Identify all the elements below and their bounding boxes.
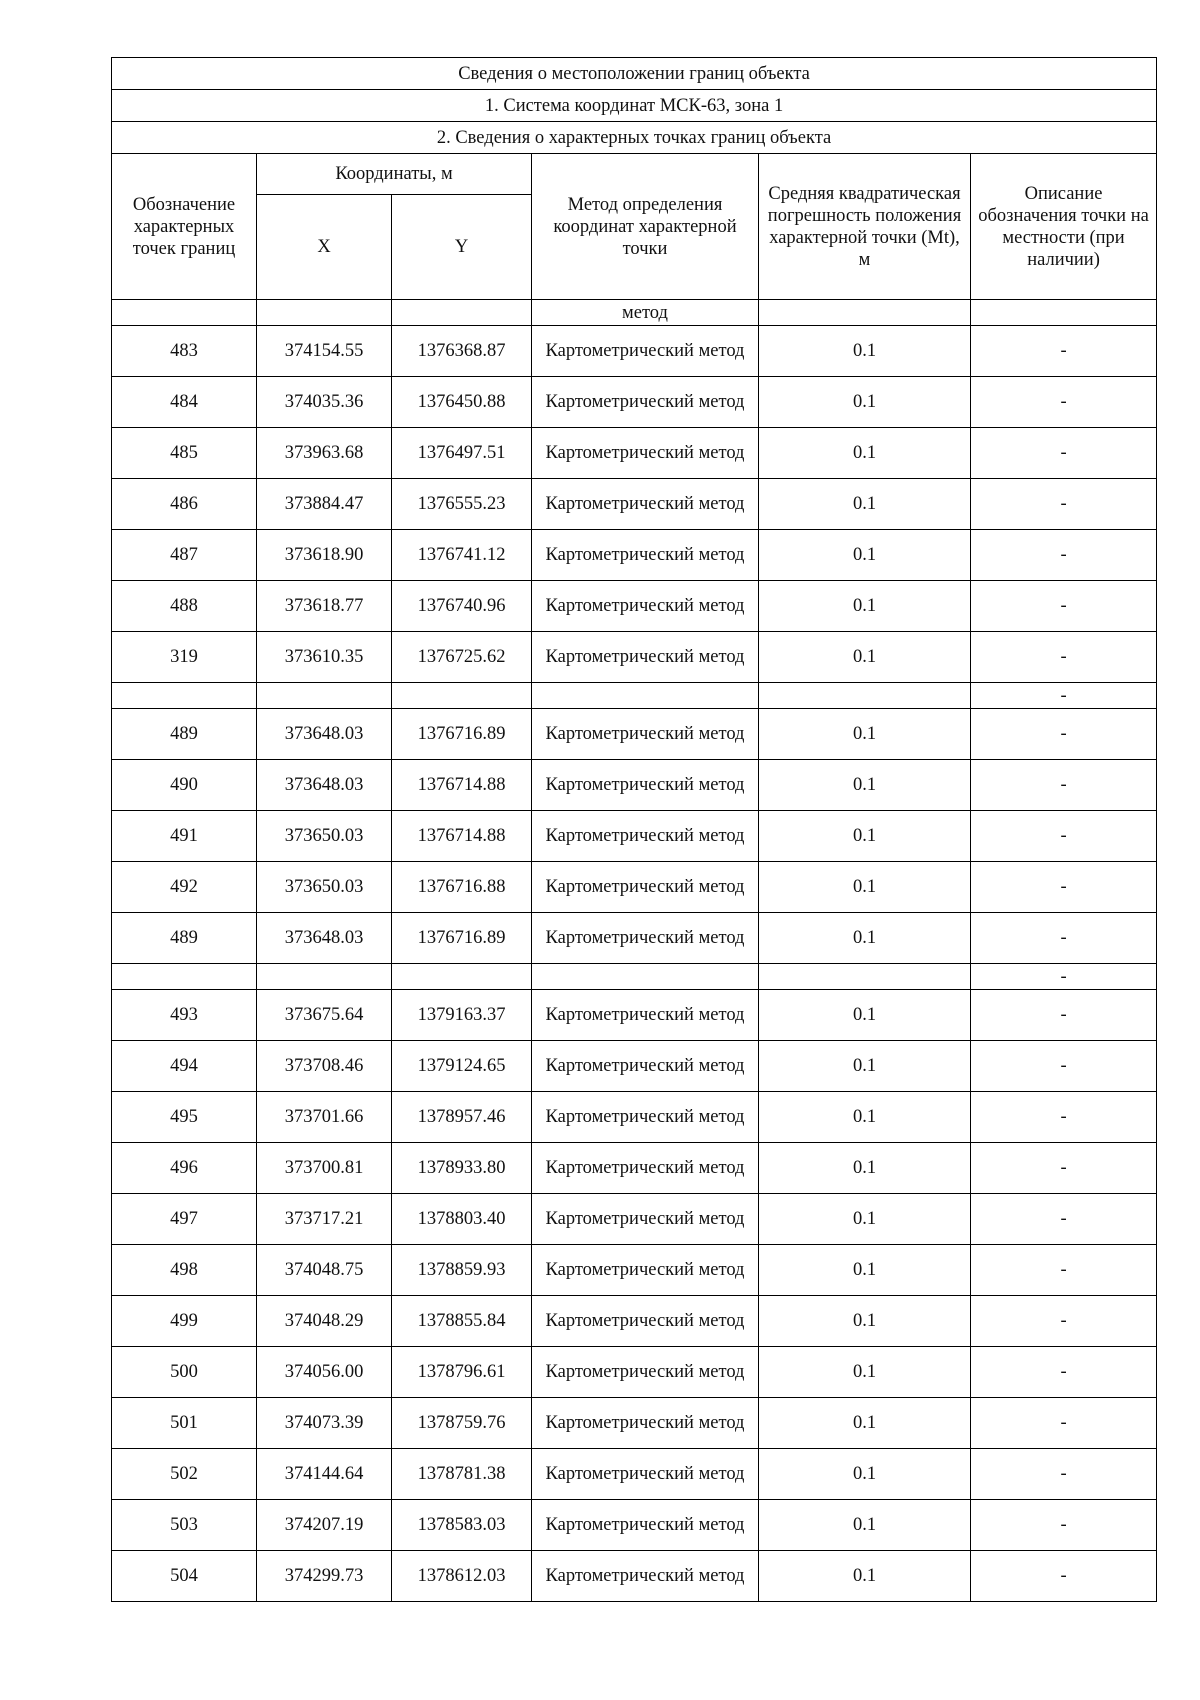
cell-x: 373650.03: [257, 811, 392, 862]
table-row: [112, 581, 1157, 632]
cell-error: 0.1: [759, 811, 971, 862]
cell-x: 373963.68: [257, 428, 392, 479]
separator-row: [112, 683, 1157, 709]
cell-x: 373701.66: [257, 1092, 392, 1143]
cell-y: 1379124.65: [392, 1041, 532, 1092]
cell-x: 373650.03: [257, 862, 392, 913]
cell-error: 0.1: [759, 326, 971, 377]
cell-point: 319: [112, 632, 257, 683]
cell-x: 374073.39: [257, 1398, 392, 1449]
cell-method: Картометрический метод: [532, 862, 759, 913]
cell-method: Картометрический метод: [532, 1143, 759, 1194]
cell-description: -: [971, 990, 1157, 1041]
cell-y: 1376497.51: [392, 428, 532, 479]
cell-method: Картометрический метод: [532, 1245, 759, 1296]
cell-point: 491: [112, 811, 257, 862]
col-header-description: Описание обозначения точки на местности (при наличии): [971, 154, 1157, 300]
cell-method: Картометрический метод: [532, 1092, 759, 1143]
cell-description: -: [971, 913, 1157, 964]
cell-description: -: [971, 811, 1157, 862]
cell-y: 1376368.87: [392, 326, 532, 377]
cell-point: 499: [112, 1296, 257, 1347]
col-header-method: Метод определения координат характерной точки: [532, 154, 759, 300]
cell-error: 0.1: [759, 862, 971, 913]
cell-description: -: [971, 1092, 1157, 1143]
table-row: [112, 1398, 1157, 1449]
cell-method: Картометрический метод: [532, 990, 759, 1041]
section-title: 2. Сведения о характерных точках границ объекта: [112, 122, 1157, 154]
cell-error: 0.1: [759, 530, 971, 581]
table-row: [112, 1041, 1157, 1092]
cell-y: 1378855.84: [392, 1296, 532, 1347]
cell-y: 1378583.03: [392, 1500, 532, 1551]
cell-method: Картометрический метод: [532, 377, 759, 428]
cell-error: 0.1: [759, 1500, 971, 1551]
cell-x: 373648.03: [257, 760, 392, 811]
table-row: [112, 1449, 1157, 1500]
cell-y: 1376714.88: [392, 811, 532, 862]
cell-point: 493: [112, 990, 257, 1041]
cell-point: 502: [112, 1449, 257, 1500]
cell-error: 0.1: [759, 581, 971, 632]
cell-y: 1379163.37: [392, 990, 532, 1041]
cell-point: 501: [112, 1398, 257, 1449]
col-header-designation: Обозначение характерных точек границ: [112, 154, 257, 300]
cell-description: -: [971, 862, 1157, 913]
cell-error: 0.1: [759, 1041, 971, 1092]
cell-error: 0.1: [759, 1092, 971, 1143]
cell-method: Картометрический метод: [532, 1398, 759, 1449]
cell-x: 373618.77: [257, 581, 392, 632]
cell-description: -: [971, 530, 1157, 581]
cell-x: 373708.46: [257, 1041, 392, 1092]
cell-method: Картометрический метод: [532, 479, 759, 530]
table-row: [112, 377, 1157, 428]
cell-x: 373700.81: [257, 1143, 392, 1194]
cell-error: 0.1: [759, 377, 971, 428]
cell-y: 1376716.89: [392, 709, 532, 760]
cell-point: 495: [112, 1092, 257, 1143]
cell-error: 0.1: [759, 709, 971, 760]
cell-point: 486: [112, 479, 257, 530]
cell-y: 1376714.88: [392, 760, 532, 811]
cell-method: Картометрический метод: [532, 326, 759, 377]
col-header-error: Средняя квадратическая погрешность положения характерной точки (Mt), м: [759, 154, 971, 300]
cell-error: 0.1: [759, 990, 971, 1041]
cell-point: 485: [112, 428, 257, 479]
cell-point: 488: [112, 581, 257, 632]
table-row: [112, 1500, 1157, 1551]
cell-y: 1376741.12: [392, 530, 532, 581]
table-row: [112, 1245, 1157, 1296]
cell-x: 373717.21: [257, 1194, 392, 1245]
cell-description: -: [971, 479, 1157, 530]
cell-error: 0.1: [759, 1296, 971, 1347]
cell-description: -: [971, 428, 1157, 479]
cell-error: 0.1: [759, 1551, 971, 1602]
cell-y: 1378781.38: [392, 1449, 532, 1500]
table-row: [112, 760, 1157, 811]
cell-x: 374144.64: [257, 1449, 392, 1500]
cell-x: 374299.73: [257, 1551, 392, 1602]
cell-y: 1376725.62: [392, 632, 532, 683]
cell-method: Картометрический метод: [532, 811, 759, 862]
partial-method: метод: [532, 300, 759, 326]
separator-row: [112, 964, 1157, 990]
cell-method: Картометрический метод: [532, 1449, 759, 1500]
cell-point: 489: [112, 709, 257, 760]
cell-y: 1376740.96: [392, 581, 532, 632]
cell-description: -: [971, 1551, 1157, 1602]
cell-method: Картометрический метод: [532, 1500, 759, 1551]
cell-error: 0.1: [759, 428, 971, 479]
cell-error: 0.1: [759, 1347, 971, 1398]
cell-method: Картометрический метод: [532, 530, 759, 581]
cell-y: 1378859.93: [392, 1245, 532, 1296]
table-row: [112, 1194, 1157, 1245]
cell-method: Картометрический метод: [532, 1347, 759, 1398]
table-row: [112, 632, 1157, 683]
cell-point: 496: [112, 1143, 257, 1194]
cell-point: 503: [112, 1500, 257, 1551]
cell-point: 497: [112, 1194, 257, 1245]
col-header-x: X: [257, 195, 392, 300]
coordinate-system: 1. Система координат МСК-63, зона 1: [112, 90, 1157, 122]
cell-description: -: [971, 1041, 1157, 1092]
cell-point: 489: [112, 913, 257, 964]
cell-description: -: [971, 1500, 1157, 1551]
cell-point: 498: [112, 1245, 257, 1296]
cell-point: 500: [112, 1347, 257, 1398]
cell-y: 1378796.61: [392, 1347, 532, 1398]
cell-description: -: [971, 964, 1157, 990]
cell-point: 490: [112, 760, 257, 811]
cell-x: 373675.64: [257, 990, 392, 1041]
cell-method: Картометрический метод: [532, 428, 759, 479]
cell-x: 374048.75: [257, 1245, 392, 1296]
cell-error: 0.1: [759, 1245, 971, 1296]
cell-description: -: [971, 326, 1157, 377]
cell-x: 373648.03: [257, 709, 392, 760]
table-row: [112, 530, 1157, 581]
cell-method: Картометрический метод: [532, 760, 759, 811]
cell-method: Картометрический метод: [532, 1041, 759, 1092]
table-row: [112, 1143, 1157, 1194]
cell-description: -: [971, 1398, 1157, 1449]
cell-y: 1376716.88: [392, 862, 532, 913]
cell-description: -: [971, 632, 1157, 683]
cell-x: 374035.36: [257, 377, 392, 428]
table-row: [112, 479, 1157, 530]
cell-description: -: [971, 683, 1157, 709]
table-row: [112, 1551, 1157, 1602]
table-row: [112, 1092, 1157, 1143]
cell-error: 0.1: [759, 1449, 971, 1500]
cell-method: Картометрический метод: [532, 1296, 759, 1347]
table-row: [112, 913, 1157, 964]
cell-y: 1378612.03: [392, 1551, 532, 1602]
cell-description: -: [971, 1296, 1157, 1347]
cell-description: -: [971, 581, 1157, 632]
cell-y: 1376555.23: [392, 479, 532, 530]
cell-x: 373884.47: [257, 479, 392, 530]
cell-description: -: [971, 709, 1157, 760]
cell-y: 1378933.80: [392, 1143, 532, 1194]
cell-x: 373648.03: [257, 913, 392, 964]
col-header-coordinates: Координаты, м: [257, 154, 532, 195]
cell-point: 483: [112, 326, 257, 377]
cell-error: 0.1: [759, 1398, 971, 1449]
cell-x: 374056.00: [257, 1347, 392, 1398]
cell-point: 494: [112, 1041, 257, 1092]
cell-point: 504: [112, 1551, 257, 1602]
cell-x: 374048.29: [257, 1296, 392, 1347]
cell-description: -: [971, 377, 1157, 428]
cell-x: 373610.35: [257, 632, 392, 683]
cell-description: -: [971, 760, 1157, 811]
cell-description: -: [971, 1143, 1157, 1194]
cell-y: 1378803.40: [392, 1194, 532, 1245]
table-row: [112, 1347, 1157, 1398]
cell-error: 0.1: [759, 1143, 971, 1194]
cell-method: Картометрический метод: [532, 709, 759, 760]
col-header-y: Y: [392, 195, 532, 300]
table-row: [112, 428, 1157, 479]
table-row: [112, 990, 1157, 1041]
cell-error: 0.1: [759, 1194, 971, 1245]
cell-x: 373618.90: [257, 530, 392, 581]
partial-continued-row: [112, 300, 1157, 326]
cell-error: 0.1: [759, 632, 971, 683]
cell-method: Картометрический метод: [532, 1194, 759, 1245]
cell-description: -: [971, 1347, 1157, 1398]
coordinates-table: [111, 57, 1157, 1602]
cell-y: 1376716.89: [392, 913, 532, 964]
cell-method: Картометрический метод: [532, 581, 759, 632]
cell-y: 1378957.46: [392, 1092, 532, 1143]
cell-error: 0.1: [759, 760, 971, 811]
cell-method: Картометрический метод: [532, 632, 759, 683]
cell-x: 374154.55: [257, 326, 392, 377]
table-row: [112, 709, 1157, 760]
cell-x: 374207.19: [257, 1500, 392, 1551]
table-title: Сведения о местоположении границ объекта: [112, 58, 1157, 90]
table-row: [112, 811, 1157, 862]
cell-method: Картометрический метод: [532, 1551, 759, 1602]
cell-y: 1378759.76: [392, 1398, 532, 1449]
cell-description: -: [971, 1449, 1157, 1500]
table-row: [112, 326, 1157, 377]
table-row: [112, 1296, 1157, 1347]
table-row: [112, 862, 1157, 913]
cell-point: 487: [112, 530, 257, 581]
cell-description: -: [971, 1194, 1157, 1245]
cell-y: 1376450.88: [392, 377, 532, 428]
cell-description: -: [971, 1245, 1157, 1296]
cell-method: Картометрический метод: [532, 913, 759, 964]
cell-error: 0.1: [759, 479, 971, 530]
cell-error: 0.1: [759, 913, 971, 964]
cell-point: 484: [112, 377, 257, 428]
cell-point: 492: [112, 862, 257, 913]
